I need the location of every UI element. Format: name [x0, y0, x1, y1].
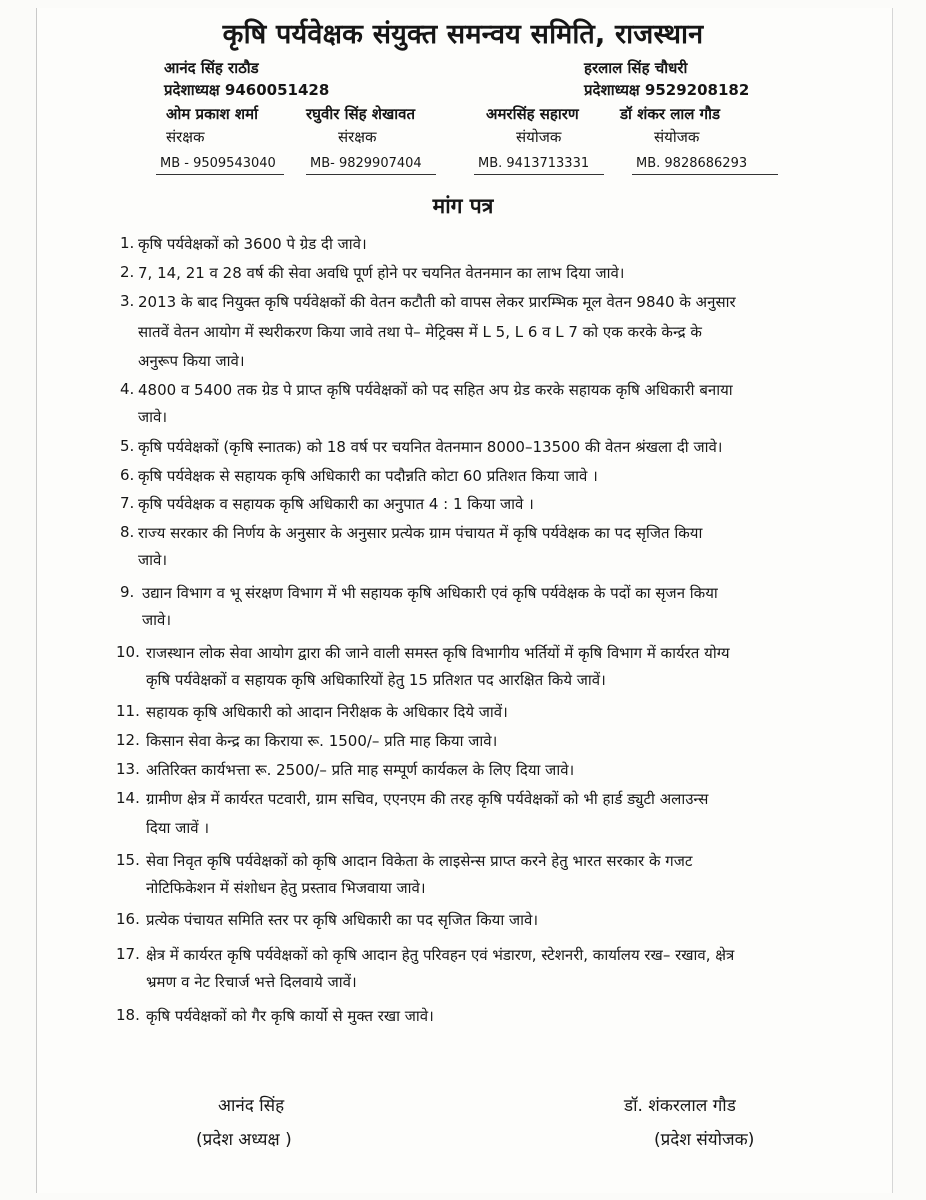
official-3-role: संयोजक — [516, 128, 562, 146]
item-text-line: कृषि पर्यवेक्षकों को गैर कृषि कार्यो से मुक्त रखा जावे। — [146, 1007, 434, 1025]
official-4-mobile: MB. 9828686293 — [636, 156, 748, 171]
item-text-line: अतिरिक्त कार्यभत्ता रू. 2500/– प्रति माह सम्पूर्ण कार्यकल के लिए दिया जावे। — [146, 761, 575, 779]
item-number: 8. — [120, 523, 135, 541]
item-text-line: सातवें वेतन आयोग में स्थरीकरण किया जावे तथा पे– मेट्रिक्स में L 5, L 6 व L 7 को एक करके केन्द्र के — [138, 323, 702, 341]
signatory-left-title: (प्रदेश अध्यक्ष ) — [196, 1130, 292, 1150]
item-text-line: कृषि पर्यवेक्षकों को 3600 पे ग्रेड दी जावे। — [138, 235, 367, 253]
item-text-line: 2013 के बाद नियुक्त कृषि पर्यवेक्षकों की वेतन कटौती को वापस लेकर प्रारम्भिक मूल वेतन 9840 के अनुसार — [138, 293, 736, 311]
item-number: 9. — [120, 583, 135, 601]
item-text-line: 4800 व 5400 तक ग्रेड पे प्राप्त कृषि पर्यवेक्षकों को पद सहित अप ग्रेड करके सहायक कृषि अधिकारी बनाया — [138, 381, 733, 399]
official-2-name: रघुवीर सिंह शेखावत — [306, 105, 416, 123]
item-number: 12. — [116, 731, 140, 749]
official-3-name: अमरसिंह सहारण — [486, 105, 579, 123]
item-number: 14. — [116, 789, 140, 807]
item-number: 10. — [116, 643, 140, 661]
item-number: 4. — [120, 380, 135, 398]
item-text-line: सहायक कृषि अधिकारी को आदान निरीक्षक के अधिकार दिये जावें। — [146, 703, 508, 721]
item-text-line: जावे। — [138, 408, 168, 426]
organization-title: कृषि पर्यवेक्षक संयुक्त समन्वय समिति, राजस्थान — [222, 19, 704, 50]
item-number: 17. — [116, 945, 140, 963]
item-text-line: दिया जावें । — [146, 819, 210, 837]
document-title: मांग पत्र — [432, 194, 494, 218]
item-number: 1. — [120, 234, 135, 252]
item-number: 15. — [116, 851, 140, 869]
president-right-contact: प्रदेशाध्यक्ष 9529208182 — [584, 81, 750, 99]
official-4-name: डॉ शंकर लाल गौड — [620, 105, 721, 123]
item-number: 16. — [116, 910, 140, 928]
item-text-line: राजस्थान लोक सेवा आयोग द्वारा की जाने वाली समस्त कृषि विभागीय भर्तियों में कृषि विभाग में कार्यरत योग्य — [146, 644, 730, 662]
item-number: 11. — [116, 702, 140, 720]
item-text-line: कृषि पर्यवेक्षकों (कृषि स्नातक) को 18 वर्ष पर चयनित वेतनमान 8000–13500 की वेतन श्रंखला दी जावे। — [138, 438, 723, 456]
item-text-line: नोटिफिकेशन में संशोधन हेतु प्रस्ताव भिजवाया जावे। — [146, 879, 426, 897]
item-text-line: कृषि पर्यवेक्षकों व सहायक कृषि अधिकारियों हेतु 15 प्रतिशत पद आरक्षित किये जावें। — [146, 671, 606, 689]
item-number: 18. — [116, 1006, 140, 1024]
item-text-line: ग्रामीण क्षेत्र में कार्यरत पटवारी, ग्राम सचिव, एएनएम की तरह कृषि पर्यवेक्षकों को भी हार्ड ड्युटी अलाउन्स — [146, 790, 709, 808]
signatory-left-name: आनंद सिंह — [218, 1096, 285, 1116]
president-left-contact: प्रदेशाध्यक्ष 9460051428 — [164, 81, 330, 99]
signatory-right-name: डॉ. शंकरलाल गौड — [624, 1096, 736, 1116]
item-text-line: कृषि पर्यवेक्षक व सहायक कृषि अधिकारी का अनुपात 4 : 1 किया जावे । — [138, 495, 534, 513]
item-text-line: उद्यान विभाग व भू संरक्षण विभाग में भी सहायक कृषि अधिकारी एवं कृषि पर्यवेक्षक के पदों का सृजन किया — [142, 584, 718, 602]
item-text-line: प्रत्येक पंचायत समिति स्तर पर कृषि अधिकारी का पद सृजित किया जावे। — [146, 911, 539, 929]
item-text-line: अनुरूप किया जावे। — [138, 352, 245, 370]
official-3-mobile: MB. 9413713331 — [478, 156, 590, 171]
president-right-name: हरलाल सिंह चौधरी — [584, 59, 688, 77]
item-text-line: राज्य सरकार की निर्णय के अनुसार के अनुसार प्रत्येक ग्राम पंचायत में कृषि पर्यवेक्षक का पद सृजित किया — [138, 524, 703, 542]
item-text-line: किसान सेवा केन्द्र का किराया रू. 1500/– प्रति माह किया जावे। — [146, 732, 498, 750]
official-2-role: संरक्षक — [338, 128, 377, 146]
item-number: 6. — [120, 466, 135, 484]
official-4-role: संयोजक — [654, 128, 700, 146]
item-number: 13. — [116, 760, 140, 778]
item-number: 2. — [120, 263, 135, 281]
official-2-mobile: MB- 9829907404 — [310, 156, 422, 171]
item-text-line: जावे। — [142, 611, 172, 629]
signatory-right-title: (प्रदेश संयोजक) — [654, 1130, 755, 1150]
item-text-line: 7, 14, 21 व 28 वर्ष की सेवा अवधि पूर्ण होने पर चयनित वेतनमान का लाभ दिया जावे। — [138, 264, 625, 282]
item-text-line: भ्रमण व नेट रिचार्ज भत्ते दिलवाये जावें। — [146, 973, 357, 991]
item-number: 3. — [120, 292, 135, 310]
item-text-line: जावे। — [138, 551, 168, 569]
item-text-line: सेवा निवृत कृषि पर्यवेक्षकों को कृषि आदान विकेता के लाइसेन्स प्राप्त करने हेतु भारत सरकार के गजट — [146, 852, 693, 870]
item-number: 7. — [120, 494, 135, 512]
official-1-mobile: MB - 9509543040 — [160, 156, 276, 171]
item-text-line: कृषि पर्यवेक्षक से सहायक कृषि अधिकारी का पदौन्नति कोटा 60 प्रतिशत किया जावे । — [138, 467, 598, 485]
item-text-line: क्षेत्र में कार्यरत कृषि पर्यवेक्षकों को कृषि आदान हेतु परिवहन एवं भंडारण, स्टेशनरी, कार्यालय रख– रखाव, क्षेत्र — [146, 946, 735, 964]
official-1-role: संरक्षक — [166, 128, 205, 146]
official-1-name: ओम प्रकाश शर्मा — [166, 105, 258, 123]
president-left-name: आनंद सिंह राठौड — [164, 59, 259, 77]
item-number: 5. — [120, 437, 135, 455]
